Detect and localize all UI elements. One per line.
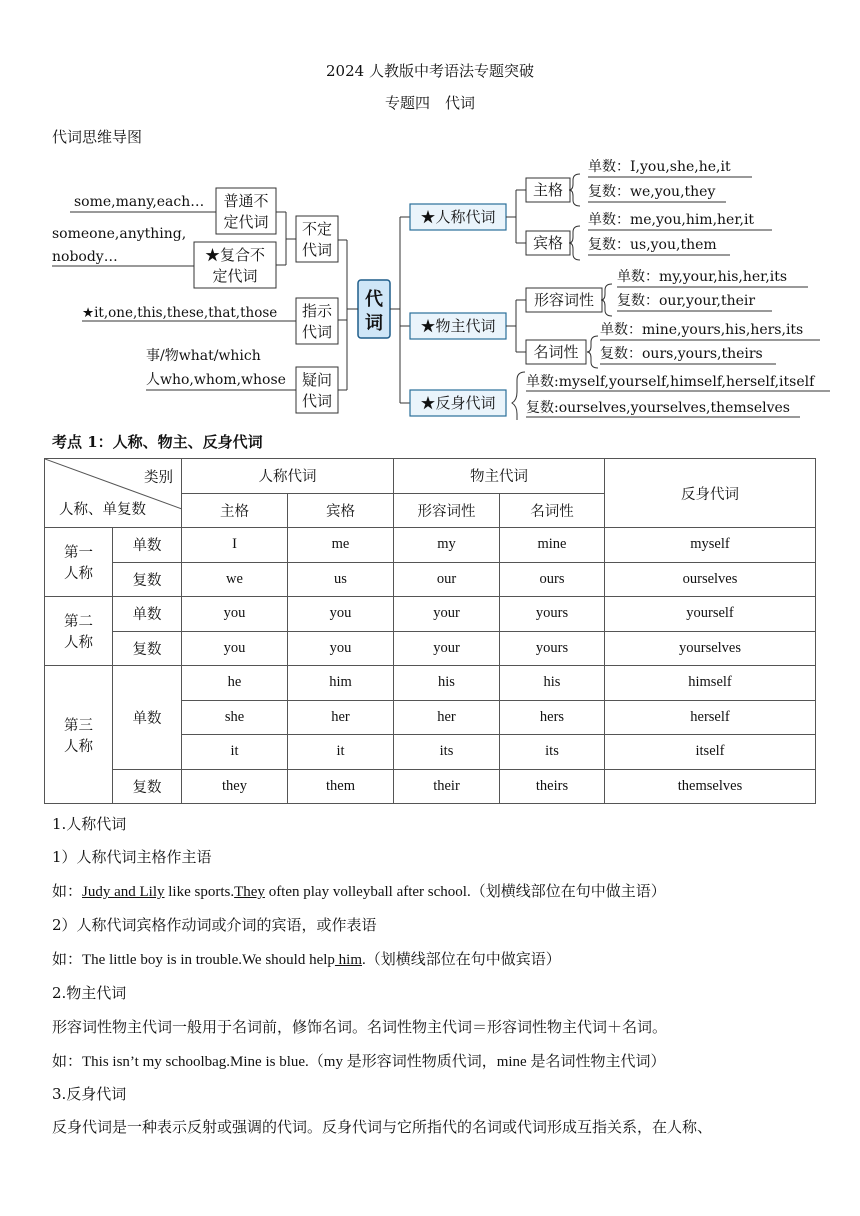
table-row bbox=[45, 631, 816, 666]
number-cell: 单数 bbox=[113, 528, 182, 563]
mm-personal-label: ★人称代词 bbox=[420, 208, 496, 226]
cell: yourself bbox=[605, 597, 816, 632]
mindmap-center-text-2: 词 bbox=[365, 313, 383, 334]
p1-ex2-prefix: 如：The little boy is in trouble.We should help bbox=[52, 952, 335, 968]
first-l2: 人称 bbox=[64, 566, 93, 582]
mm-indefinite-l2: 代词 bbox=[301, 241, 333, 259]
p1-ex1-underline1: Judy and Lily bbox=[82, 884, 165, 900]
mm-demonstrative-l2: 代词 bbox=[301, 323, 333, 341]
cell: hers bbox=[500, 700, 605, 735]
pronoun-table bbox=[44, 458, 816, 804]
cell: we bbox=[182, 562, 288, 597]
mm-reflexive-label: ★反身代词 bbox=[420, 394, 496, 412]
p1-ex1-rest: often play volleyball after school.（划横线部位在句中做主语） bbox=[264, 884, 666, 900]
mm-compound-examples-2: nobody… bbox=[52, 249, 118, 265]
mm-interrogative-examples-1: 事/物what/which bbox=[146, 348, 261, 364]
cell: you bbox=[288, 597, 394, 632]
header-adjectival: 形容词性 bbox=[394, 493, 500, 528]
section-heading: 考点 1：人称、物主、反身代词 bbox=[52, 433, 263, 451]
p2-title: 2.物主代词 bbox=[52, 984, 127, 1002]
cell: his bbox=[500, 666, 605, 701]
page-title: 2024 人教版中考语法专题突破 bbox=[326, 62, 534, 80]
third-l1: 第三 bbox=[64, 717, 93, 734]
cell: themselves bbox=[605, 769, 816, 804]
cell: them bbox=[288, 769, 394, 804]
mm-adjectival-plural: 复数：our,your,their bbox=[617, 293, 756, 309]
mm-interrogative-examples-2: 人who,whom,whose bbox=[146, 372, 286, 388]
cell: her bbox=[288, 700, 394, 735]
cell: they bbox=[182, 769, 288, 804]
cell: his bbox=[394, 666, 500, 701]
cell: me bbox=[288, 528, 394, 563]
mm-reflexive-singular: 单数:myself,yourself,himself,herself,itself bbox=[526, 374, 815, 390]
second-l1: 第二 bbox=[64, 614, 93, 630]
header-subject: 主格 bbox=[182, 493, 288, 528]
mm-reflexive-plural: 复数:ourselves,yourselves,themselves bbox=[526, 400, 790, 416]
cell: you bbox=[288, 631, 394, 666]
mm-subject-singular: 单数：I,you,she,he,it bbox=[588, 159, 731, 175]
number-cell: 单数 bbox=[113, 666, 182, 770]
cell: mine bbox=[500, 528, 605, 563]
mm-subject-label: 主格 bbox=[532, 181, 564, 199]
mm-possessive-label: ★物主代词 bbox=[420, 317, 496, 335]
mm-interrogative-l1: 疑问 bbox=[301, 371, 333, 389]
mindmap-center-text-1: 代 bbox=[365, 289, 383, 310]
cell: you bbox=[182, 631, 288, 666]
p1-ex1-underline2: They bbox=[234, 884, 265, 900]
p1-sub1: 1）人称代词主格作主语 bbox=[52, 848, 212, 866]
header-object: 宾格 bbox=[288, 493, 394, 528]
cell: it bbox=[288, 735, 394, 770]
first-l1: 第一 bbox=[64, 545, 93, 561]
number-cell: 复数 bbox=[113, 631, 182, 666]
mm-object-label: 宾格 bbox=[532, 234, 564, 252]
p1-ex1-mid: like sports. bbox=[164, 884, 235, 900]
p1-title: 1.人称代词 bbox=[52, 815, 127, 833]
cell: him bbox=[288, 666, 394, 701]
mm-nominal-plural: 复数：ours,yours,theirs bbox=[600, 346, 763, 362]
cell: he bbox=[182, 666, 288, 701]
header-reflexive: 反身代词 bbox=[605, 459, 816, 528]
p1-example2 bbox=[52, 948, 561, 969]
cell: it bbox=[182, 735, 288, 770]
cell: their bbox=[394, 769, 500, 804]
cell: yourselves bbox=[605, 631, 816, 666]
mm-adjectival-label: 形容词性 bbox=[533, 291, 595, 309]
mm-compound-l1: ★复合不 bbox=[204, 246, 266, 264]
header-nominal: 名词性 bbox=[500, 493, 605, 528]
cell: us bbox=[288, 562, 394, 597]
table-row bbox=[45, 666, 816, 701]
table-corner bbox=[45, 459, 182, 528]
cell: myself bbox=[605, 528, 816, 563]
cell: yours bbox=[500, 597, 605, 632]
mm-common-l1: 普通不 bbox=[223, 192, 269, 210]
mm-interrogative-l2: 代词 bbox=[301, 392, 333, 410]
mindmap-caption: 代词思维导图 bbox=[52, 128, 143, 146]
cell: you bbox=[182, 597, 288, 632]
cell: her bbox=[394, 700, 500, 735]
cell: himself bbox=[605, 666, 816, 701]
p1-example1 bbox=[52, 880, 666, 901]
p2-example: 如：This isn’t my schoolbag.Mine is blue.（my 是形容词性物质代词，mine 是名词性物主代词） bbox=[52, 1054, 666, 1070]
table-row bbox=[45, 769, 816, 804]
p1-ex2-underline: him bbox=[334, 952, 363, 968]
cell: your bbox=[394, 631, 500, 666]
number-cell: 复数 bbox=[113, 562, 182, 597]
mm-object-singular: 单数：me,you,him,her,it bbox=[588, 212, 755, 228]
header-personal: 人称代词 bbox=[182, 459, 394, 494]
mindmap-diagram bbox=[0, 148, 860, 420]
third-l2: 人称 bbox=[64, 738, 93, 755]
table-row bbox=[45, 528, 816, 563]
mm-indefinite-l1: 不定 bbox=[301, 220, 333, 238]
cell: its bbox=[500, 735, 605, 770]
row-group-third bbox=[45, 666, 113, 804]
p3-title: 3.反身代词 bbox=[52, 1085, 127, 1103]
mm-common-examples: some,many,each… bbox=[74, 194, 205, 210]
table-corner-top: 类别 bbox=[144, 470, 173, 486]
cell: she bbox=[182, 700, 288, 735]
number-cell: 复数 bbox=[113, 769, 182, 804]
mm-compound-l2: 定代词 bbox=[212, 267, 258, 285]
cell: theirs bbox=[500, 769, 605, 804]
table-row bbox=[45, 597, 816, 632]
mm-nominal-label: 名词性 bbox=[533, 343, 579, 361]
mm-subject-plural: 复数：we,you,they bbox=[588, 184, 716, 200]
mm-adjectival-singular: 单数：my,your,his,her,its bbox=[617, 269, 788, 285]
cell: ours bbox=[500, 562, 605, 597]
mm-demonstrative-examples: ★it,one,this,these,that,those bbox=[82, 305, 278, 321]
mm-nominal-singular: 单数：mine,yours,his,hers,its bbox=[600, 322, 804, 338]
cell: itself bbox=[605, 735, 816, 770]
mm-demonstrative-l1: 指示 bbox=[301, 302, 333, 320]
p2-text: 形容词性物主代词一般用于名词前，修饰名词。名词性物主代词＝形容词性物主代词＋名词。 bbox=[52, 1018, 668, 1036]
p3-text: 反身代词是一种表示反射或强调的代词。反身代词与它所指代的名词或代词形成互指关系，在人称、 bbox=[52, 1118, 713, 1136]
p1-ex2-rest: .（划横线部位在句中做宾语） bbox=[362, 952, 561, 968]
cell: our bbox=[394, 562, 500, 597]
mm-object-plural: 复数：us,you,them bbox=[588, 237, 717, 253]
number-cell: 单数 bbox=[113, 597, 182, 632]
cell: your bbox=[394, 597, 500, 632]
page-subtitle: 专题四 代词 bbox=[384, 94, 475, 112]
p1-sub2: 2）人称代词宾格作动词或介词的宾语，或作表语 bbox=[52, 916, 377, 934]
cell: herself bbox=[605, 700, 816, 735]
cell: ourselves bbox=[605, 562, 816, 597]
cell: yours bbox=[500, 631, 605, 666]
cell: its bbox=[394, 735, 500, 770]
cell: I bbox=[182, 528, 288, 563]
row-group-first bbox=[45, 528, 113, 597]
table-corner-bottom: 人称、单复数 bbox=[59, 502, 146, 518]
header-possessive: 物主代词 bbox=[394, 459, 605, 494]
table-row bbox=[45, 562, 816, 597]
p1-ex1-prefix: 如： bbox=[52, 884, 83, 900]
second-l2: 人称 bbox=[64, 635, 93, 651]
row-group-second bbox=[45, 597, 113, 666]
mm-common-l2: 定代词 bbox=[223, 213, 269, 231]
cell: my bbox=[394, 528, 500, 563]
mm-compound-examples-1: someone,anything, bbox=[52, 226, 187, 242]
